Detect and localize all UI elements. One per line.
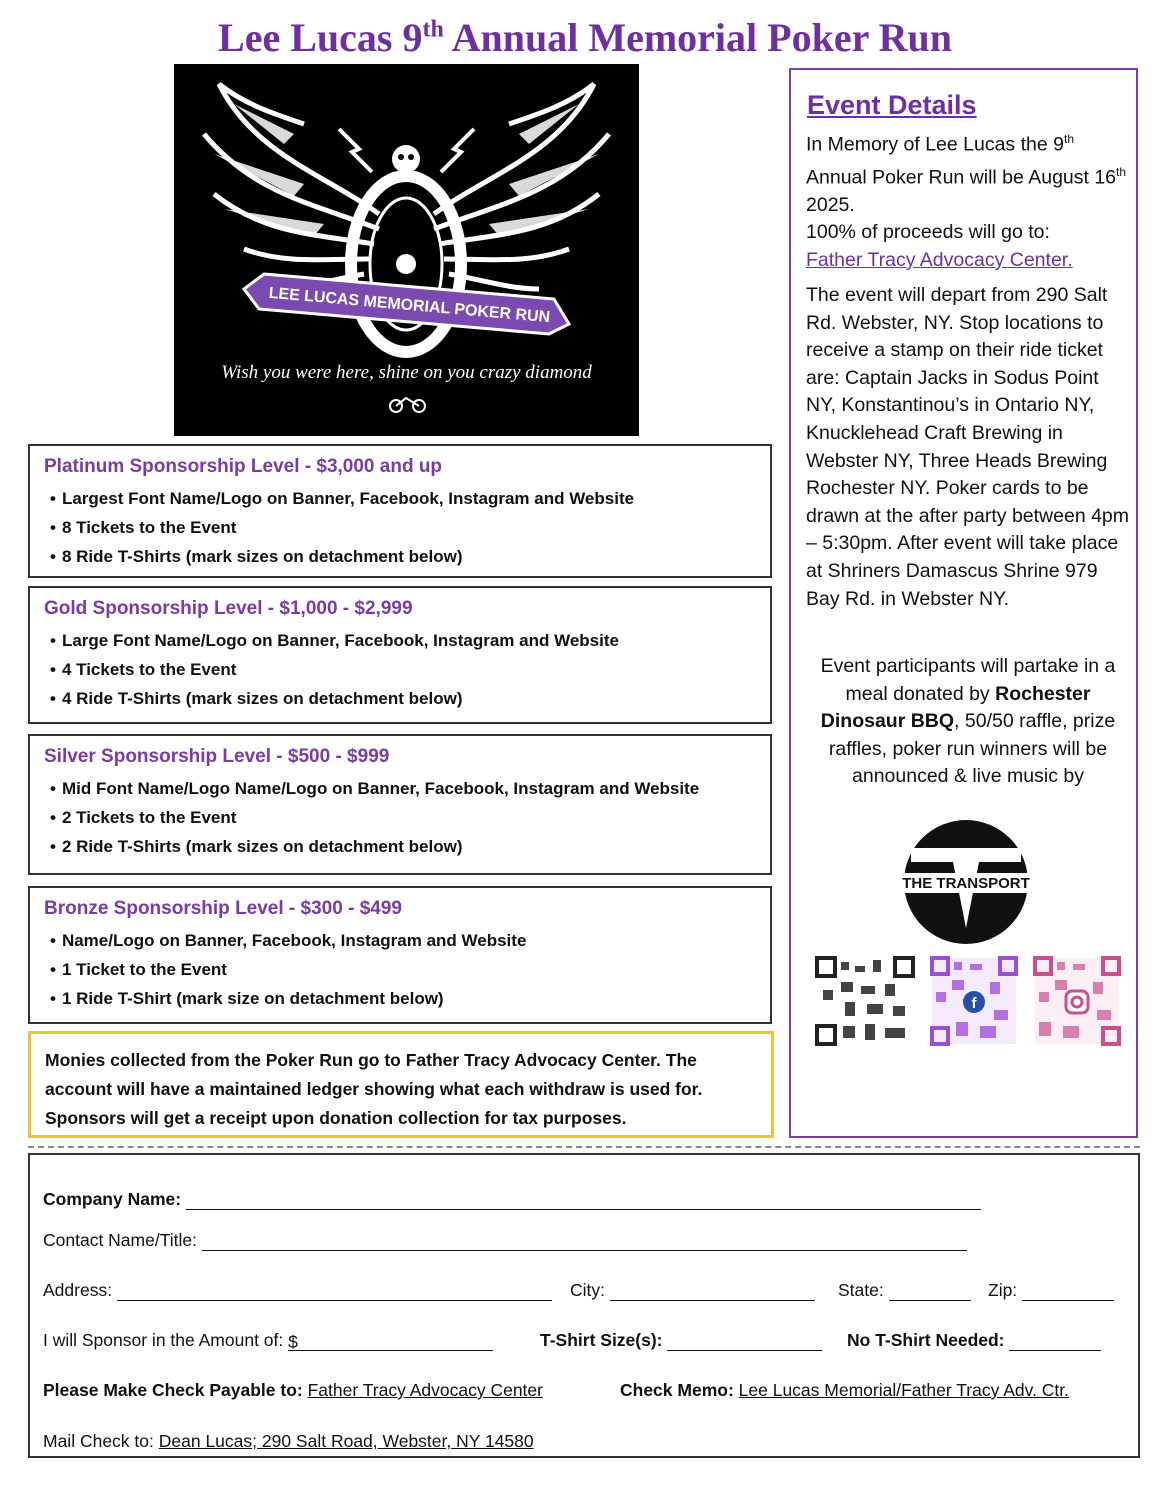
city-row: City: [570,1280,815,1301]
list-item: • 4 Ride T-Shirts (mark sizes on detachment below) [50,684,619,713]
sponsor-form [28,1153,1140,1458]
payable-row: Please Make Check Payable to: Father Tracy Advocacy Center [43,1380,543,1400]
level-title: Gold Sponsorship Level - $1,000 - $2,999 [44,598,413,619]
activities-paragraph: Event participants will partake in a meal donated by Rochester Dinosaur BBQ, 50/50 raffle, prize raffles, poker run winners will be announced & live music by [820,655,1116,788]
tshirt-size-field[interactable] [667,1332,822,1351]
address-field[interactable] [117,1282,552,1301]
svg-text:f: f [971,995,977,1012]
zip-row: Zip: [988,1280,1114,1301]
list-item: • 1 Ticket to the Event [50,955,526,984]
detach-line [28,1146,1140,1148]
list-item: • 8 Ride T-Shirts (mark sizes on detachment below) [50,542,634,571]
list-item: • Mid Font Name/Logo Name/Logo on Banner, Facebook, Instagram and Website [50,774,699,803]
route-paragraph: The event will depart from 290 Salt Rd. Webster, NY. Stop locations to receive a stamp on their ride ticket are: Captain Jacks in Sodus Point NY, Konstantinou’s in Ontario NY, Knucklehead Craft Brewing in Webster NY, Three Heads Brewing Rochester NY. Poker cards to be drawn at the after party between 4pm – 5:30pm. After event will take place at Shriners Damascus Shrine 979 Bay Rd. in Webster NY. [806,284,1130,610]
contact-name-field[interactable] [202,1232,967,1251]
company-row: Company Name: [43,1189,981,1210]
page-title: Lee Lucas 9th Annual Memorial Poker Run [218,15,952,60]
svg-text:LEE LUCAS MEMORIAL POKER RUN: LEE LUCAS MEMORIAL POKER RUN [267,284,551,327]
zip-field[interactable] [1022,1282,1114,1301]
address-row: Address: [43,1280,552,1301]
list-item: • 2 Ride T-Shirts (mark sizes on detachment below) [50,832,699,861]
svg-text:THE TRANSPORT: THE TRANSPORT [902,875,1030,892]
instagram-qr-code-icon[interactable] [1033,956,1121,1046]
event-details-title: Event Details [807,90,977,120]
company-name-field[interactable] [186,1191,981,1210]
list-item: • Name/Logo on Banner, Facebook, Instagram and Website [50,926,526,955]
monies-note: Monies collected from the Poker Run go to Father Tracy Advocacy Center. The account will have a maintained ledger showing what each withdraw is used for. Sponsors will get a receipt upon donation collection for tax purposes. [28,1031,774,1138]
list-item: • Largest Font Name/Logo on Banner, Facebook, Instagram and Website [50,484,634,513]
state-row: State: [838,1280,971,1301]
amount-row: I will Sponsor in the Amount of: $ [43,1330,493,1351]
list-item: • Large Font Name/Logo on Banner, Facebook, Instagram and Website [50,626,619,655]
state-field[interactable] [889,1282,971,1301]
the-transport-logo [891,818,1041,946]
platinum-level-box [28,444,772,578]
poker-run-logo [174,64,639,436]
list-item: • 8 Tickets to the Event [50,513,634,542]
level-title: Bronze Sponsorship Level - $300 - $499 [44,898,402,919]
list-item: • 1 Ride T-Shirt (mark size on detachment below) [50,984,526,1013]
gold-level-box [28,586,772,724]
level-title: Platinum Sponsorship Level - $3,000 and up [44,456,443,477]
facebook-qr-code-icon[interactable] [930,956,1018,1046]
father-tracy-link[interactable]: Father Tracy Advocacy Center. [806,248,1073,271]
no-tshirt-field[interactable] [1009,1332,1101,1351]
city-field[interactable] [610,1282,815,1301]
qr-code-icon[interactable] [815,956,915,1046]
logo-tagline: Wish you were here, shine on you crazy diamond [221,362,592,383]
mail-row: Mail Check to: Dean Lucas; 290 Salt Road, Webster, NY 14580 [43,1431,534,1451]
no-tshirt-row: No T-Shirt Needed: [847,1330,1101,1351]
bronze-level-box [28,886,772,1024]
event-date-paragraph: In Memory of Lee Lucas the 9th Annual Poker Run will be August 16th 2025. [806,132,1127,217]
level-title: Silver Sponsorship Level - $500 - $999 [44,746,390,767]
proceeds-paragraph: 100% of proceeds will go to: Father Tracy Advocacy Center. [806,219,1130,274]
event-details-panel [789,68,1138,1138]
tshirt-row: T-Shirt Size(s): [540,1330,822,1351]
memo-row: Check Memo: Lee Lucas Memorial/Father Tracy Adv. Ctr. [620,1380,1070,1400]
list-item: • 4 Tickets to the Event [50,655,619,684]
silver-level-box [28,734,772,875]
list-item: • 2 Tickets to the Event [50,803,699,832]
amount-field[interactable]: $ [288,1332,493,1351]
contact-row: Contact Name/Title: [43,1230,967,1251]
